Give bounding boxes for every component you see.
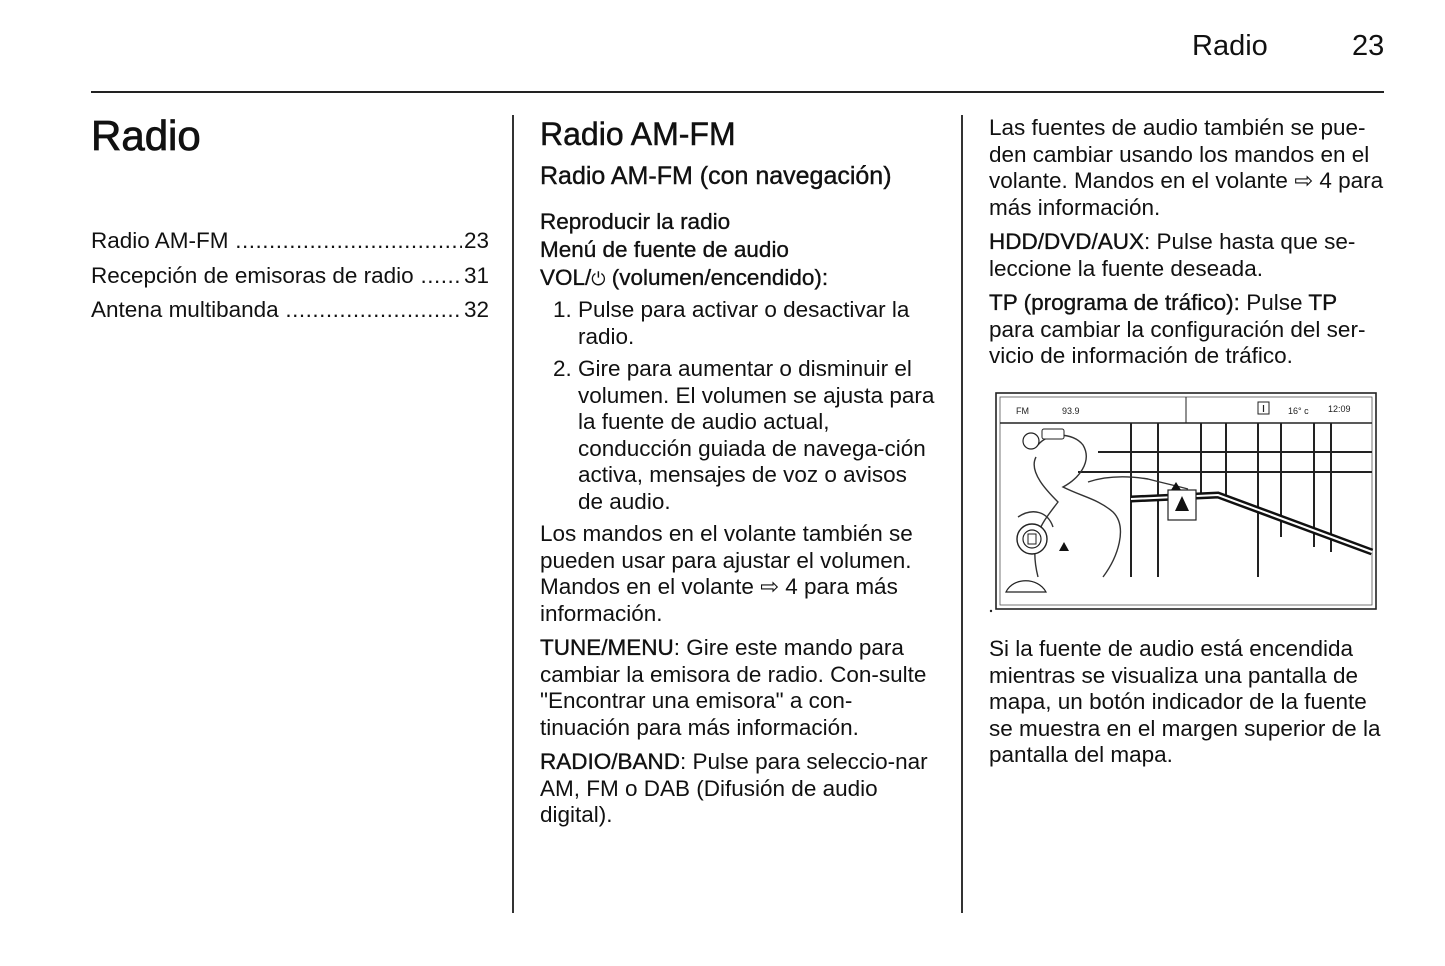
paragraph-text: Las fuentes de audio también se pue-den cambiar usando los mandos en el volante. Mandos en el volante — [989, 115, 1370, 193]
table-of-contents — [91, 228, 489, 332]
toc-entry-label: Recepción de emisoras de radio — [91, 262, 414, 288]
numbered-list — [540, 297, 938, 515]
toc-entry-label: Radio AM-FM — [91, 228, 229, 253]
list-item: 1. Pulse para activar o desactivar la radio. — [578, 297, 938, 350]
paragraph-text: : Pulse para seleccio-nar AM, FM o DAB (Difusión de audio digital). — [540, 749, 928, 827]
subheading-vol-power — [540, 264, 938, 293]
paragraph-text: 4 para más información. — [540, 574, 898, 626]
paragraph-text: 4 para más información. — [989, 168, 1384, 220]
vol-label: VOL/ — [540, 265, 592, 290]
paragraph-radio-band — [540, 749, 938, 829]
frequency-label: 93.9 — [1062, 406, 1080, 416]
subsection-heading: Radio AM-FM (con navegación) — [540, 162, 892, 190]
paragraph-tp — [989, 290, 1387, 370]
temperature-label: 16° c — [1288, 406, 1309, 416]
north-compass-icon — [1023, 433, 1039, 449]
section-heading: Radio AM-FM — [540, 116, 736, 152]
subheading-audio-source-menu: Menú de fuente de audio — [540, 237, 789, 262]
paragraph-hdd-dvd-aux — [989, 229, 1387, 282]
control-name: RADIO/BAND — [540, 749, 681, 774]
control-name: HDD/DVD/AUX — [989, 229, 1145, 254]
toc-entry-page: 32 — [463, 297, 489, 322]
control-name: TP — [1308, 290, 1337, 315]
toc-entry[interactable] — [91, 228, 489, 263]
column-1 — [91, 112, 489, 332]
toc-entry-page: 31 — [463, 262, 489, 288]
page-number: 23 — [1352, 30, 1385, 62]
page-ref-icon: ⇨ — [760, 574, 780, 599]
band-label: FM — [1016, 406, 1029, 416]
column-3-lower — [989, 636, 1387, 777]
power-icon: ⏻ — [591, 269, 606, 289]
paragraph-text: : Pulse hasta que se-leccione la fuente deseada. — [989, 229, 1356, 281]
subheading-play-radio: Reproducir la radio — [540, 209, 731, 234]
list-item: 2. Gire para aumentar o disminuir el volumen. El volumen se ajusta para la fuente de audio actual, conducción guiada de navega-ción activa, mensajes de voz o avisos de audio. — [578, 356, 938, 515]
control-name: TP (programa de tráfico): — [989, 290, 1240, 315]
toc-entry[interactable] — [91, 297, 489, 332]
column-divider-1 — [512, 115, 514, 913]
running-header-section: Radio — [1192, 30, 1268, 62]
clock-label: 12:09 — [1328, 404, 1351, 414]
paragraph-source-indicator: Si la fuente de audio está encendida mientras se visualiza una pantalla de mapa, un botón indicador de la fuente se muestra en el margen superior de la pantalla del mapa. — [989, 636, 1381, 767]
column-3 — [989, 115, 1387, 378]
paragraph-text: Pulse — [1239, 290, 1309, 315]
header-rule — [91, 91, 1384, 93]
control-name: TUNE/MENU — [540, 635, 674, 660]
toc-leader — [414, 263, 462, 290]
column-2 — [540, 114, 938, 837]
page-ref-icon: ⇨ — [1294, 168, 1314, 193]
toc-entry[interactable] — [91, 263, 489, 298]
toc-leader — [279, 297, 462, 324]
column-divider-2 — [961, 115, 963, 913]
chapter-title: Radio — [91, 112, 201, 159]
poi-circle-icon — [1017, 524, 1047, 554]
toc-leader — [229, 228, 462, 255]
paragraph-tune-menu — [540, 635, 938, 741]
paragraph-text: para cambiar la configuración del ser-vicio de información de tráfico. — [989, 316, 1366, 368]
paragraph-text: : Gire este mando para cambiar la emisora de radio. Con-sulte "Encontrar una emisora" a con-tinuación para más información. — [540, 635, 927, 740]
toc-entry-label: Antena multibanda — [91, 297, 279, 322]
paragraph-text: Los mandos en el volante también se pueden usar para ajustar el volumen. Mandos en el volante — [540, 521, 913, 599]
paragraph-audio-sources — [989, 115, 1387, 221]
map-mode-tag — [1042, 429, 1064, 439]
paragraph-steering-controls — [540, 521, 938, 627]
toc-entry-page: 23 — [463, 228, 489, 253]
vol-label-rest: (volumen/encendido): — [605, 265, 829, 290]
navigation-map-screen-illustration — [988, 387, 1386, 613]
